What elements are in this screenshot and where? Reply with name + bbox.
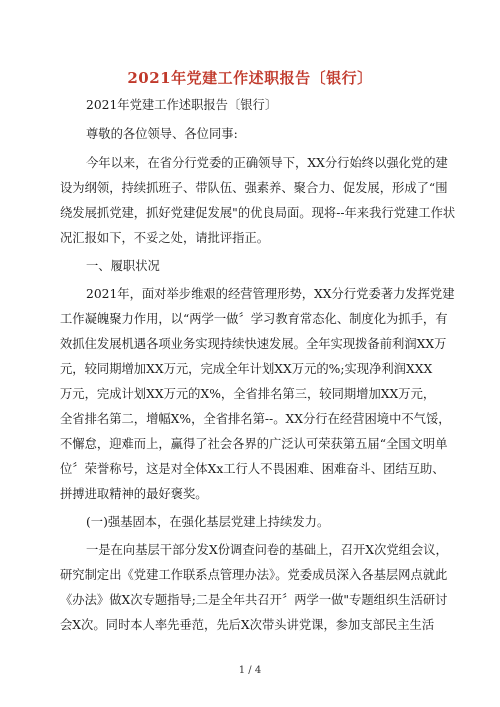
page-number: 1 / 4 (238, 665, 262, 676)
subtitle: 2021年党建工作述职报告〔银行〕 (86, 98, 278, 112)
paragraph-line: 拼搏进取精神的最好褒奖。 (60, 487, 208, 501)
paragraph-line: 一是在向基层干部分发X份调查问卷的基础上，召开X次党组会议， (86, 543, 448, 557)
paragraph-line: 不懈怠，迎难而上，赢得了社会各界的广泛认可荣获第五届“全国文明单 (60, 437, 448, 451)
document-title: 2021年党建工作述职报告〔银行〕 (127, 69, 373, 87)
paragraph-line: 元，较同期增加XX万元，完成全年计划XX万元的%;实现净利润XXX (60, 362, 433, 376)
paragraph-line: 况汇报如下，不妥之处，请批评指正。 (60, 231, 270, 245)
paragraph-line: 设为纲领，持续抓班子、带队伍、强素养、聚合力、促发展，形成了“围 (60, 181, 448, 195)
paragraph-line: 万元，完成计划XX万元的X%，全省排名第三，较同期增加XX万元， (60, 387, 436, 401)
paragraph-line: 会X次。同时本人率先垂范，先后X次带头讲党课，参加支部民主生活 (60, 618, 435, 632)
paragraph-line: 今年以来，在省分行党委的正确领导下，XX分行始终以强化党的建 (86, 156, 448, 170)
paragraph-line: 研究制定出《党建工作联系点管理办法》。党委成员深入各基层网点就此 (60, 568, 448, 582)
salutation: 尊敬的各位领导、各位同事: (86, 127, 238, 141)
subsection-heading: (一)强基固本，在强化基层党建上持续发力。 (86, 515, 330, 529)
paragraph-line: 工作凝魄聚力作用，以“两学一做〞学习教育常态化、制度化为抓手，有 (60, 312, 448, 326)
paragraph-line: 绕发展抓党建，抓好党建促发展"的优良局面。现将--年来我行党建工作状 (60, 206, 456, 220)
paragraph-line: 效抓住发展机遇各项业务实现持续快速发展。全年实现拨备前利润XX万 (60, 337, 447, 351)
paragraph-line: 2021年，面对举步维艰的经营管理形势，XX分行党委著力发挥党建 (86, 287, 455, 301)
paragraph-line: 《办法》做X次专题指导;二是全年共召开〞两学一做"专题组织生活研讨 (60, 593, 448, 607)
paragraph-line: 全省排名第二，增幅X%，全省排名第--。XX分行在经营困境中不气馁， (60, 412, 451, 426)
section-heading: 一、履职状况 (86, 259, 160, 273)
paragraph-line: 位〞荣誉称号，这是对全体Xx工行人不畏困难、困难奋斗、团结互助、 (60, 462, 445, 476)
